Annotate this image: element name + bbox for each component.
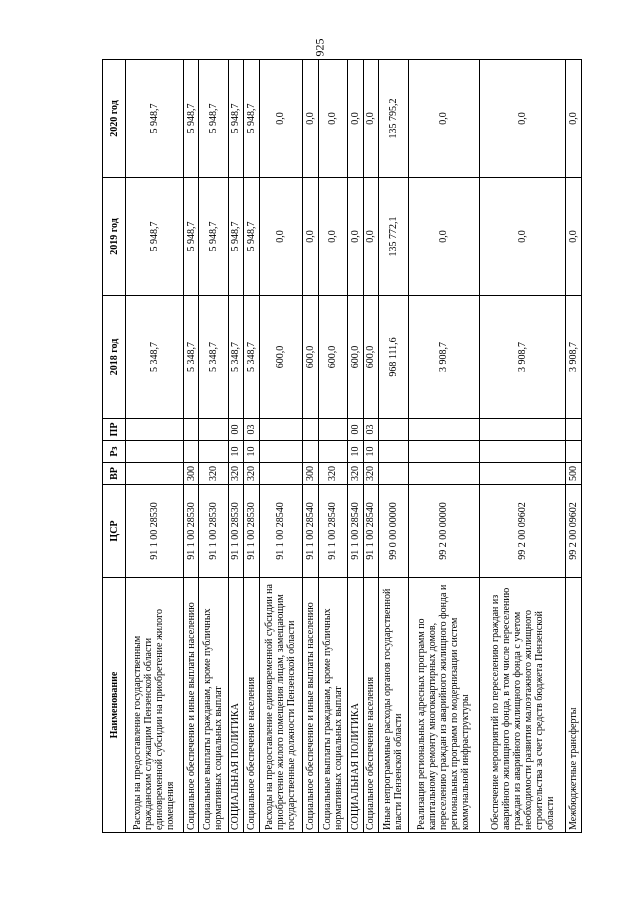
cell-pr (126, 419, 184, 441)
table-row (348, 60, 363, 833)
cell-2019: 0,0 (259, 178, 303, 296)
table-row (303, 60, 318, 833)
cell-2019: 5 948,7 (199, 178, 229, 296)
cell-2018: 968 111,6 (378, 296, 408, 419)
table-row (126, 60, 184, 833)
cell-2020: 0,0 (303, 60, 318, 178)
cell-vr (259, 463, 303, 485)
cell-csr: 91 1 00 28530 (228, 485, 243, 578)
table-row (228, 60, 243, 833)
cell-csr: 91 1 00 28540 (318, 485, 348, 578)
cell-csr: 91 1 00 28540 (363, 485, 378, 578)
cell-rz: 10 (228, 441, 243, 463)
cell-2020: 0,0 (318, 60, 348, 178)
cell-csr: 91 1 00 28540 (259, 485, 303, 578)
cell-2020: 0,0 (480, 60, 566, 178)
table-row (378, 60, 408, 833)
cell-rz (259, 441, 303, 463)
cell-2018: 3 908,7 (566, 296, 582, 419)
cell-2019: 135 772,1 (378, 178, 408, 296)
cell-name: СОЦИАЛЬНАЯ ПОЛИТИКА (228, 578, 243, 833)
cell-rz: 10 (244, 441, 259, 463)
cell-2019: 5 948,7 (126, 178, 184, 296)
table-row (183, 60, 198, 833)
header-2018: 2018 год (103, 296, 126, 419)
cell-vr (378, 463, 408, 485)
cell-vr (408, 463, 480, 485)
cell-2018: 600,0 (318, 296, 348, 419)
cell-rz (126, 441, 184, 463)
cell-rz: 10 (363, 441, 378, 463)
cell-2019: 5 948,7 (244, 178, 259, 296)
table-row (199, 60, 229, 833)
cell-pr (183, 419, 198, 441)
cell-csr: 99 0 00 00000 (378, 485, 408, 578)
cell-2020: 5 948,7 (244, 60, 259, 178)
cell-pr (566, 419, 582, 441)
cell-pr (378, 419, 408, 441)
table-row (408, 60, 480, 833)
table-row (566, 60, 582, 833)
cell-2020: 0,0 (363, 60, 378, 178)
cell-name: Расходы на предоставление государственным гражданским служащим Пензенской области единовременной субсидии на приобретение жилого помещения (126, 578, 184, 833)
cell-vr: 300 (303, 463, 318, 485)
cell-name: Социальное обеспечение и иные выплаты населению (303, 578, 318, 833)
cell-csr: 91 1 00 28530 (126, 485, 184, 578)
cell-2018: 5 348,7 (126, 296, 184, 419)
cell-csr: 91 1 00 28530 (244, 485, 259, 578)
cell-2018: 5 348,7 (183, 296, 198, 419)
cell-vr: 320 (244, 463, 259, 485)
cell-csr: 91 1 00 28540 (303, 485, 318, 578)
table-row (259, 60, 303, 833)
cell-csr: 99 2 00 09602 (566, 485, 582, 578)
cell-2019: 0,0 (348, 178, 363, 296)
page-number: 925 (312, 38, 327, 57)
table-row (480, 60, 566, 833)
cell-name: СОЦИАЛЬНАЯ ПОЛИТИКА (348, 578, 363, 833)
cell-2018: 600,0 (303, 296, 318, 419)
cell-2018: 3 908,7 (480, 296, 566, 419)
cell-2018: 600,0 (259, 296, 303, 419)
cell-2019: 5 948,7 (228, 178, 243, 296)
cell-rz (378, 441, 408, 463)
cell-2020: 5 948,7 (199, 60, 229, 178)
cell-rz (480, 441, 566, 463)
cell-vr: 320 (318, 463, 348, 485)
table-body (126, 60, 582, 833)
cell-2018: 600,0 (348, 296, 363, 419)
cell-pr: 03 (363, 419, 378, 441)
cell-pr (303, 419, 318, 441)
budget-table (102, 59, 582, 833)
cell-rz (408, 441, 480, 463)
cell-name: Социальное обеспечение населения (363, 578, 378, 833)
cell-2020: 0,0 (566, 60, 582, 178)
cell-2020: 135 795,2 (378, 60, 408, 178)
cell-name: Социальные выплаты гражданам, кроме публичных нормативных социальных выплат (199, 578, 229, 833)
cell-vr: 320 (348, 463, 363, 485)
cell-2019: 0,0 (480, 178, 566, 296)
cell-2019: 0,0 (303, 178, 318, 296)
cell-2018: 5 348,7 (199, 296, 229, 419)
cell-csr: 99 2 00 09602 (480, 485, 566, 578)
cell-2018: 3 908,7 (408, 296, 480, 419)
cell-pr (408, 419, 480, 441)
cell-csr: 91 1 00 28530 (199, 485, 229, 578)
cell-2020: 0,0 (259, 60, 303, 178)
cell-2018: 5 348,7 (228, 296, 243, 419)
cell-pr (199, 419, 229, 441)
cell-name: Социальное обеспечение населения (244, 578, 259, 833)
cell-rz (303, 441, 318, 463)
header-2020: 2020 год (103, 60, 126, 178)
table-row (318, 60, 348, 833)
header-vr: ВР (103, 463, 126, 485)
cell-pr: 00 (228, 419, 243, 441)
cell-2019: 0,0 (318, 178, 348, 296)
cell-name: Иные непрограммные расходы органов государственной власти Пензенской области (378, 578, 408, 833)
cell-2020: 5 948,7 (228, 60, 243, 178)
header-name: Наименование (103, 578, 126, 833)
cell-2020: 5 948,7 (126, 60, 184, 178)
header-rz: Рз (103, 441, 126, 463)
cell-rz: 10 (348, 441, 363, 463)
cell-2019: 0,0 (363, 178, 378, 296)
cell-csr: 91 1 00 28540 (348, 485, 363, 578)
cell-name: Социальное обеспечение и иные выплаты населению (183, 578, 198, 833)
cell-rz (566, 441, 582, 463)
cell-vr: 320 (363, 463, 378, 485)
cell-2018: 5 348,7 (244, 296, 259, 419)
cell-vr (126, 463, 184, 485)
cell-pr: 03 (244, 419, 259, 441)
table-row (244, 60, 259, 833)
cell-rz (183, 441, 198, 463)
cell-csr: 99 2 00 00000 (408, 485, 480, 578)
cell-pr (318, 419, 348, 441)
cell-2019: 0,0 (566, 178, 582, 296)
cell-name: Обеспечение мероприятий по переселению граждан из аварийного жилищного фонда, в том числе переселению граждан из аварийного жилищного фонда с учетом необходимости развития малоэтажного жилищного строительства за счет средств бюджета Пензенской области (480, 578, 566, 833)
cell-2020: 5 948,7 (183, 60, 198, 178)
cell-rz (199, 441, 229, 463)
cell-pr (259, 419, 303, 441)
cell-vr: 320 (228, 463, 243, 485)
cell-rz (318, 441, 348, 463)
cell-vr (480, 463, 566, 485)
cell-pr: 00 (348, 419, 363, 441)
cell-2019: 5 948,7 (183, 178, 198, 296)
cell-vr: 500 (566, 463, 582, 485)
cell-name: Реализация региональных адресных программ по капитальному ремонту многоквартирных домов, переселению граждан из аварийного жилищного фонда и региональных программ по модернизации систем коммунальной инфраструктуры (408, 578, 480, 833)
cell-2020: 0,0 (348, 60, 363, 178)
header-csr: ЦСР (103, 485, 126, 578)
budget-table-container (102, 60, 582, 833)
cell-2020: 0,0 (408, 60, 480, 178)
table-header-row (103, 60, 126, 833)
cell-vr: 300 (183, 463, 198, 485)
cell-name: Расходы на предоставление единовременной субсидии на приобретение жилого помещения лицам, замещающим государственные должности Пензенской области (259, 578, 303, 833)
cell-pr (480, 419, 566, 441)
cell-2019: 0,0 (408, 178, 480, 296)
cell-csr: 91 1 00 28530 (183, 485, 198, 578)
cell-vr: 320 (199, 463, 229, 485)
header-pr: ПР (103, 419, 126, 441)
cell-2018: 600,0 (363, 296, 378, 419)
header-2019: 2019 год (103, 178, 126, 296)
cell-name: Межбюджетные трансферты (566, 578, 582, 833)
table-row (363, 60, 378, 833)
cell-name: Социальные выплаты гражданам, кроме публичных нормативных социальных выплат (318, 578, 348, 833)
